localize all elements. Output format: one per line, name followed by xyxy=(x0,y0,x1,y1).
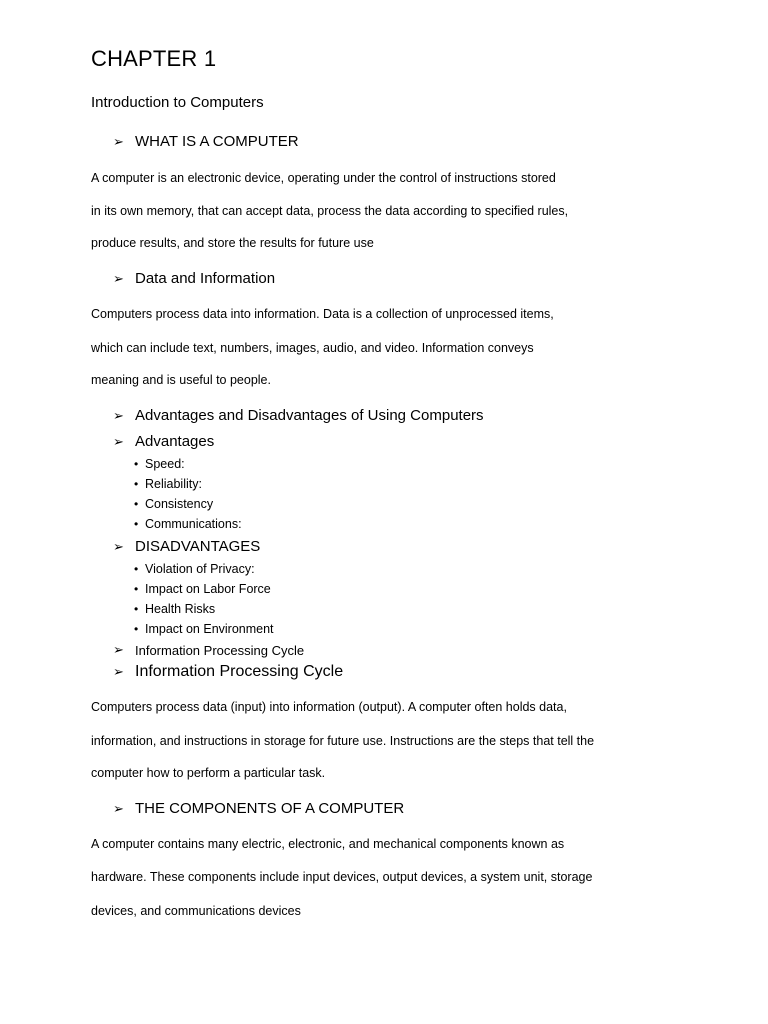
list-item xyxy=(134,477,202,491)
paragraph-line: Computers process data (input) into information (output). A computer often holds data, xyxy=(91,700,567,714)
heading-label: Advantages xyxy=(135,433,215,450)
bullet-icon: • xyxy=(134,457,139,471)
heading-advantages xyxy=(113,433,214,450)
bullet-icon: • xyxy=(134,562,139,576)
heading-label: Information Processing Cycle xyxy=(135,663,344,680)
arrow-bullet-icon: ➢ xyxy=(113,642,124,657)
paragraph-line: information, and instructions in storage for future use. Instructions are the steps that tell the xyxy=(91,734,595,748)
paragraph-line: which can include text, numbers, images, audio, and video. Information conveys xyxy=(91,341,534,355)
heading-information-processing-cycle xyxy=(113,663,343,681)
paragraph-line: in its own memory, that can accept data, process the data according to specified rules, xyxy=(91,204,569,218)
list-item xyxy=(134,457,185,471)
heading-label: Data and Information xyxy=(135,270,276,287)
arrow-bullet-icon: ➢ xyxy=(113,800,124,816)
bullet-icon: • xyxy=(134,497,139,511)
heading-label: DISADVANTAGES xyxy=(135,538,261,555)
bullet-icon: • xyxy=(134,622,139,636)
paragraph-line: computer how to perform a particular task. xyxy=(91,766,326,780)
list-item xyxy=(134,562,255,576)
arrow-bullet-icon: ➢ xyxy=(113,433,124,449)
heading-disadvantages xyxy=(113,538,260,555)
bullet-icon: • xyxy=(134,477,139,491)
heading-label: Information Processing Cycle xyxy=(135,642,305,658)
paragraph-line: A computer contains many electric, electronic, and mechanical components known as xyxy=(91,837,565,851)
section-title: Introduction to Computers xyxy=(91,94,264,111)
list-item-label: Communications: xyxy=(145,517,242,531)
heading-label: WHAT IS A COMPUTER xyxy=(135,133,299,150)
list-item-label: Reliability: xyxy=(145,477,202,491)
list-item-label: Impact on Environment xyxy=(145,622,274,636)
list-item-label: Speed: xyxy=(145,457,185,471)
list-item-label: Consistency xyxy=(145,497,214,511)
arrow-bullet-icon: ➢ xyxy=(113,664,124,679)
heading-what-is-a-computer xyxy=(113,133,299,150)
heading-label: THE COMPONENTS OF A COMPUTER xyxy=(135,800,405,817)
heading-advantages-and-disadvantages xyxy=(113,407,484,424)
list-item xyxy=(134,602,215,616)
arrow-bullet-icon: ➢ xyxy=(113,538,124,554)
list-item xyxy=(134,497,213,511)
list-item xyxy=(134,622,274,636)
list-item-label: Impact on Labor Force xyxy=(145,582,271,596)
paragraph-line: Computers process data into information. Data is a collection of unprocessed items, xyxy=(91,307,554,321)
arrow-bullet-icon: ➢ xyxy=(113,133,124,149)
arrow-bullet-icon: ➢ xyxy=(113,407,124,423)
list-item xyxy=(134,517,242,531)
paragraph-line: A computer is an electronic device, operating under the control of instructions stored xyxy=(91,171,556,185)
heading-data-and-information xyxy=(113,270,275,287)
paragraph-line: hardware. These components include input devices, output devices, a system unit, storage xyxy=(91,870,593,884)
list-item-label: Violation of Privacy: xyxy=(145,562,255,576)
bullet-icon: • xyxy=(134,517,139,531)
arrow-bullet-icon: ➢ xyxy=(113,270,124,286)
paragraph-line: produce results, and store the results for future use xyxy=(91,236,374,250)
list-item-label: Health Risks xyxy=(145,602,216,616)
heading-components-of-a-computer xyxy=(113,800,404,817)
paragraph-line: meaning and is useful to people. xyxy=(91,373,271,387)
paragraph-line: devices, and communications devices xyxy=(91,904,301,918)
bullet-icon: • xyxy=(134,582,139,596)
heading-information-processing-cycle-small xyxy=(113,642,304,658)
list-item xyxy=(134,582,271,596)
heading-label: Advantages and Disadvantages of Using Computers xyxy=(135,407,484,424)
bullet-icon: • xyxy=(134,602,139,616)
chapter-title: CHAPTER 1 xyxy=(91,46,217,71)
